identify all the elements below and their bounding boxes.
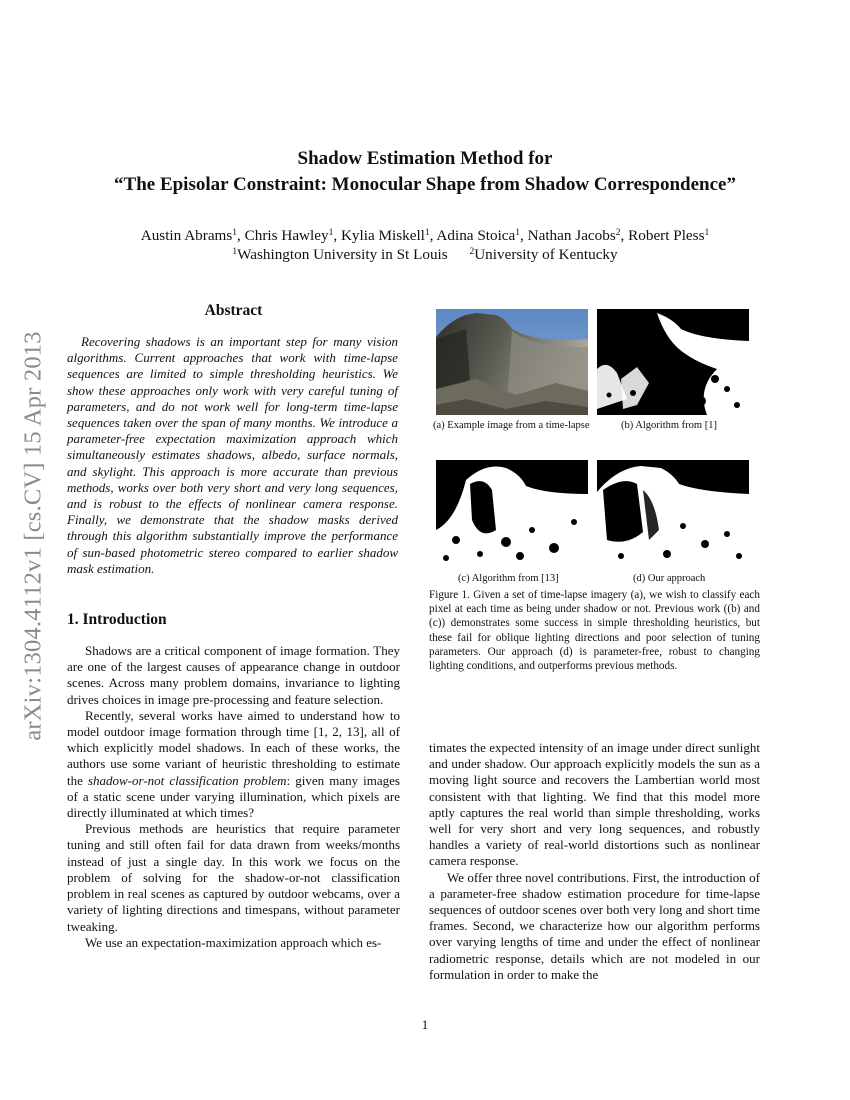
author-block (0, 226, 850, 264)
author-list: Austin Abrams$^1$, Chris Hawley$^1$, Kylia Miskell$^1$, Adina Stoica$^1$, Nathan Jacobs$^2$, Robert Pless$^1$ (140, 227, 710, 244)
arxiv-stamp-text: arXiv:1304.4112v1 [cs.CV] 15 Apr 2013 (20, 331, 47, 741)
subcaption-b: (b) Algorithm from [1] (621, 420, 717, 431)
left-column (67, 302, 400, 951)
figure-caption: Figure 1. Given a set of time-lapse imagery (a), we wish to classify each pixel at each time as being under shadow or not. Previous work ((b) and (c)) demonstrates some success in simple thresholding heuristics, but these fail for oblique lighting directions and poor selection of tuning parameters. Our approach (d) is parameter-free, robust to changing lighting conditions, and outperforms previous methods. (429, 589, 760, 673)
shadow-mask-c (436, 460, 588, 566)
author: Robert Pless$^1$ (628, 227, 710, 244)
subcaption-d: (d) Our approach (633, 573, 706, 584)
right-paragraph-1: timates the expected intensity of an image under direct sunlight and under shadow. Our approach explicitly models the sun as a moving light source and recovers the Lambertian world most consistent with that lighting. We find that this model more aptly captures the real world than simple thresholding, works well for very short and very long sequences, and robustly handles a variety of real-world distortions such as nonlinear camera response. (429, 740, 760, 869)
subcaption-c: (c) Algorithm from [13] (458, 573, 559, 584)
author: Austin Abrams$^1$ (140, 227, 238, 244)
arxiv-stamp (14, 296, 54, 776)
abstract-text: Recovering shadows is an important step for many vision algorithms. Current approaches that work with time-lapse sequences are limited to simple thresholding heuristics. We show these approaches only work with very careful tuning of parameters, and do not work well for long-term time-lapse sequences taken over the span of many months. We introduce a parameter-free expectation maximization approach which simultaneously estimates shadows, albedo, surface normals, and skylight. This approach is more accurate than previous methods, works over both very short and very long sequences, and is robust to the effects of nonlinear camera response. Finally, we demonstrate that the shadow masks derived through this algorithm substantially improve the performance of sun-based photometric stereo compared to earlier shadow mask estimation. (67, 334, 398, 576)
intro-heading: 1. Introduction (67, 611, 167, 629)
author: Kylia Miskell$^1$ (340, 227, 430, 244)
figure-1 (429, 302, 760, 673)
shadow-mask-d (597, 460, 749, 566)
title-line-1: Shadow Estimation Method for (297, 148, 553, 169)
emphasis: shadow-or-not classification problem (87, 772, 287, 788)
intro-paragraph-1: Shadows are a critical component of image formation. They are one of the largest causes of appearance change in outdoor scenes. Across many problem domains, invariance to lighting drives choices in image pre-processing and feature selection. (67, 643, 400, 707)
panel-our-approach (597, 460, 749, 566)
affiliation: $^1$Washington University in St Louis (232, 246, 448, 263)
affiliation: $^2$University of Kentucky (469, 246, 618, 263)
figure-panels (429, 302, 760, 673)
intro-paragraph-3: Previous methods are heuristics that require parameter tuning and still often fail for data drawn from weeks/months instead of just a single day. In this work we focus on the problem of solving for the shadow-or-not classification problem in real scenes as captured by outdoor webcams, over a variety of lighting directions and timespans, without parameter tweaking. (67, 821, 400, 934)
panel-algorithm-1 (597, 309, 749, 415)
subcaption-a: (a) Example image from a time-lapse (433, 420, 590, 431)
author: Nathan Jacobs$^2$ (527, 227, 621, 244)
right-column-text (429, 740, 760, 983)
intro-paragraph-4: We use an expectation-maximization approach which es- (85, 934, 382, 950)
intro-paragraph-2: Recently, several works have aimed to understand how to model outdoor image formation through time [1, 2, 13], all of which explicitly model shadows. In each of these works, the authors use some variant of heuristic thresholding to estimate the shadow-or-not classification problem: given many images of a static scene under varying illumination, which pixels are directly illuminated at which times? (67, 707, 400, 821)
shadow-mask-b (597, 309, 749, 415)
page-number: 1 (421, 1017, 429, 1032)
author: Chris Hawley$^1$ (244, 227, 334, 244)
paper-title (0, 146, 850, 198)
author: Adina Stoica$^1$ (436, 227, 521, 244)
panel-algorithm-13 (436, 460, 588, 566)
right-paragraph-2: We offer three novel contributions. First, the introduction of a parameter-free shadow estimation procedure for time-lapse sequences of outdoor scenes over both very long and short time frames. Second, we characterize how our algorithm performs over varying lengths of time and under the effect of nonlinear radiometric response, details which are not modeled in our formulation in order to make the (429, 869, 760, 982)
affiliation-list (0, 245, 850, 264)
panel-example-image (436, 309, 588, 415)
halfdome-photo (436, 309, 588, 415)
title-line-2: “The Episolar Constraint: Monocular Shape from Shadow Correspondence” (114, 174, 736, 195)
abstract-heading: Abstract (204, 302, 263, 319)
